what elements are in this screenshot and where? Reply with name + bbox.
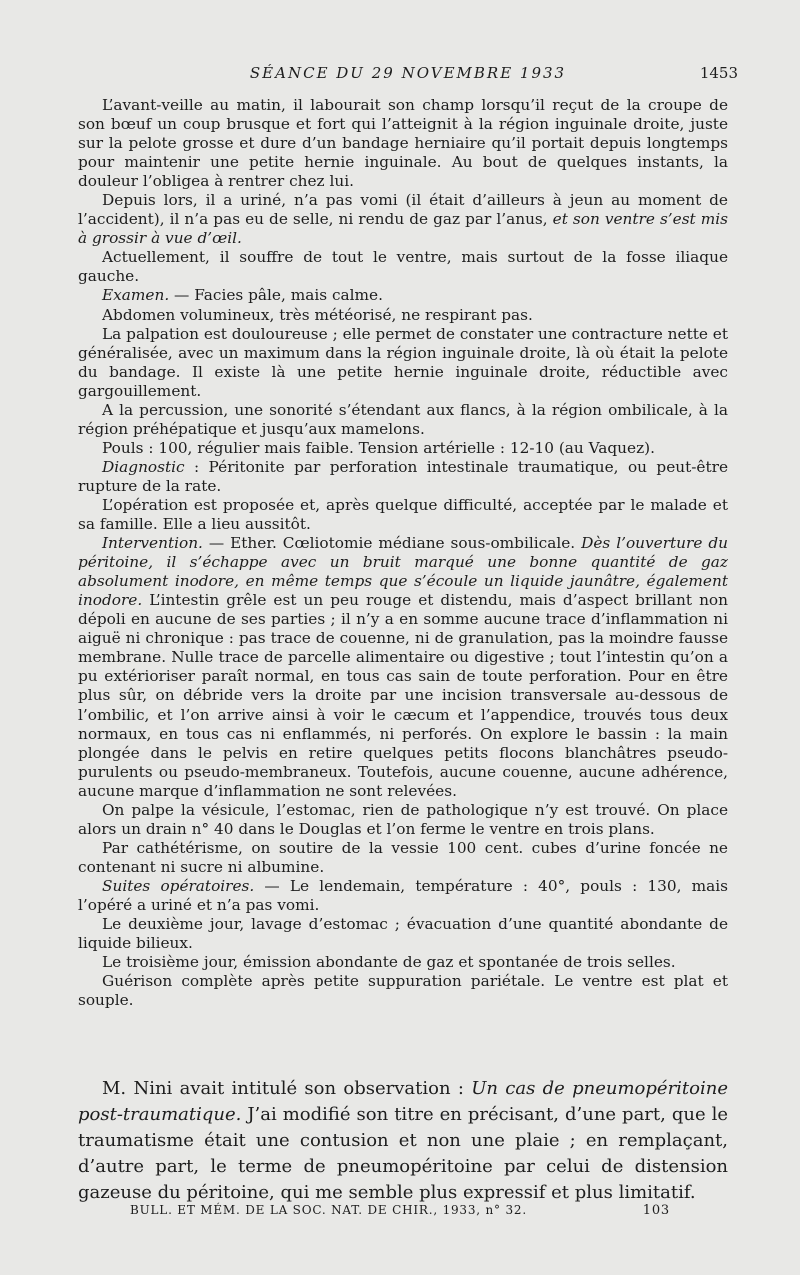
- text-run: — Facies pâle, mais calme.: [169, 286, 383, 305]
- paragraph: [78, 286, 728, 305]
- paragraph: [78, 439, 728, 458]
- text-run: La palpation est douloureuse ; elle permet de constater une contracture nette et généralisée, avec un maximum dans la région inguinale droite, là où était la pelote du bandage. Il existe là une petite hernie inguinale droite, réductible avec gargouillement.: [78, 324, 728, 400]
- text-run: M. Nini avait intitulé son observation :: [102, 1078, 472, 1099]
- paragraph: [78, 801, 728, 839]
- journal-reference: BULL. ET MÉM. DE LA SOC. NAT. DE CHIR., 1933, n° 32.: [130, 1203, 527, 1217]
- paragraph: [78, 953, 728, 972]
- page-number: 1453: [699, 64, 738, 82]
- paragraph: [78, 877, 728, 915]
- text-run: Le troisième jour, émission abondante de gaz et spontanée de trois selles.: [102, 953, 676, 972]
- observation-text: [78, 96, 728, 1010]
- paragraph: [78, 325, 728, 401]
- paragraph: [78, 534, 728, 801]
- italic-text: Diagnostic: [102, 457, 185, 476]
- text-run: Le deuxième jour, lavage d’estomac ; évacuation d’une quantité abondante de liquide bilieux.: [78, 915, 728, 953]
- italic-text: Dès l’ouverture du péritoine, il s’échappe avec un bruit marqué une bonne quantité de gaz absolument inodore, en même temps que s’écoule un liquide jaunâtre, également inodore.: [78, 534, 728, 610]
- text-run: Par cathétérisme, on soutire de la vessie 100 cent. cubes d’urine foncée ne contenant ni sucre ni albumine.: [78, 838, 728, 876]
- text-run: Guérison complète après petite suppuration pariétale. Le ventre est plat et souple.: [78, 972, 728, 1010]
- text-run: J’ai modifié son titre en précisant, d’une part, que le traumatisme était une contusion et non une plaie ; en remplaçant, d’autre part, le terme de pneumopéritoine par celui de distension gazeuse du péritoine, qui me semble plus expressif et plus limitatif.: [78, 1104, 728, 1203]
- text-run: — Ether. Cœliotomie médiane sous-ombilicale.: [202, 534, 582, 553]
- text-run: On palpe la vésicule, l’estomac, rien de pathologique n’y est trouvé. On place alors un drain n° 40 dans le Douglas et l’on ferme le ventre en trois plans.: [78, 800, 728, 838]
- paragraph: [78, 458, 728, 496]
- italic-text: et son ventre s’est mis à grossir à vue d’œil.: [78, 210, 728, 248]
- text-run: L’opération est proposée et, après quelque difficulté, acceptée par le malade et sa famille. Elle a lieu aussitôt.: [78, 495, 728, 534]
- text-run: — Le lendemain, température : 40°, pouls : 130, mais l’opéré a uriné et n’a pas vomi.: [78, 876, 728, 914]
- paragraph: [78, 96, 728, 191]
- text-run: A la percussion, une sonorité s’étendant aux flancs, à la région ombilicale, à la région préhépatique et jusqu’aux mamelons.: [78, 400, 728, 438]
- signature-number: 103: [642, 1203, 670, 1218]
- paragraph: [78, 915, 728, 953]
- italic-text: Un cas de pneumopéritoine post-traumatique.: [78, 1078, 728, 1125]
- text-run: Abdomen volumineux, très météorisé, ne respirant pas.: [102, 305, 533, 324]
- text-run: Actuellement, il souffre de tout le ventre, mais surtout de la fosse iliaque gauche.: [78, 248, 728, 286]
- italic-text: Examen.: [102, 286, 170, 305]
- running-title: SÉANCE DU 29 NOVEMBRE 1933: [249, 64, 567, 82]
- paragraph: [78, 496, 728, 534]
- paragraph: [78, 972, 728, 1010]
- text-run: L’intestin grêle est un peu rouge et distendu, mais d’aspect brillant non dépoli en aucune de ses parties ; il n’y a en somme aucune trace d’inflammation ni aiguë ni chronique : pas trace de couenne, ni de granulation, pas la moindre fausse membrane. Nulle trace de parcelle alimentaire ou digestive ; tout l’intestin qu’on a pu extérioriser paraît normal, en tous cas sain de toute perforation. Pour en être plus sûr, on débride vers la droite par une incision transversale au-dessous de l’ombilic, et l’on arrive ainsi à voir le cæcum et l’appendice, trouvés tous deux normaux, en tous cas ni enflammés, ni perforés. On explore le bassin : la main plongée dans le pelvis en retire quelques petits flocons blanchâtres pseudo-purulents ou pseudo-membraneux. Toutefois, aucune couenne, aucune adhérence, aucune marque d’inflammation ne sont relevées.: [78, 591, 728, 800]
- paragraph: [78, 401, 728, 439]
- paragraph: [78, 306, 728, 325]
- text-run: : Péritonite par perforation intestinale traumatique, ou peut-être rupture de la rate.: [78, 457, 728, 495]
- paragraph: [78, 248, 728, 286]
- commentary-text: [78, 1076, 728, 1206]
- italic-text: Suites opératoires.: [102, 876, 255, 895]
- italic-text: Intervention.: [102, 534, 203, 553]
- paragraph: [78, 191, 728, 248]
- text-run: Depuis lors, il a uriné, n’a pas vomi (il était d’ailleurs à jeun au moment de l’accident), il n’a pas eu de selle, ni rendu de gaz par l’anus,: [78, 191, 728, 229]
- commentary-paragraph: [78, 1076, 728, 1206]
- text-run: Pouls : 100, régulier mais faible. Tension artérielle : 12-10 (au Vaquez).: [102, 438, 655, 457]
- text-run: L’avant-veille au matin, il labourait son champ lorsqu’il reçut de la croupe de son bœuf un coup brusque et fort qui l’atteignit à la région inguinale droite, juste sur la pelote grosse et dure d’un bandage herniaire qu’il portait depuis longtemps pour maintenir une petite hernie inguinale. Au bout de quelques instants, la douleur l’obligea à rentrer chez lui.: [78, 96, 728, 191]
- page-header: [78, 64, 738, 86]
- paragraph: [78, 839, 728, 877]
